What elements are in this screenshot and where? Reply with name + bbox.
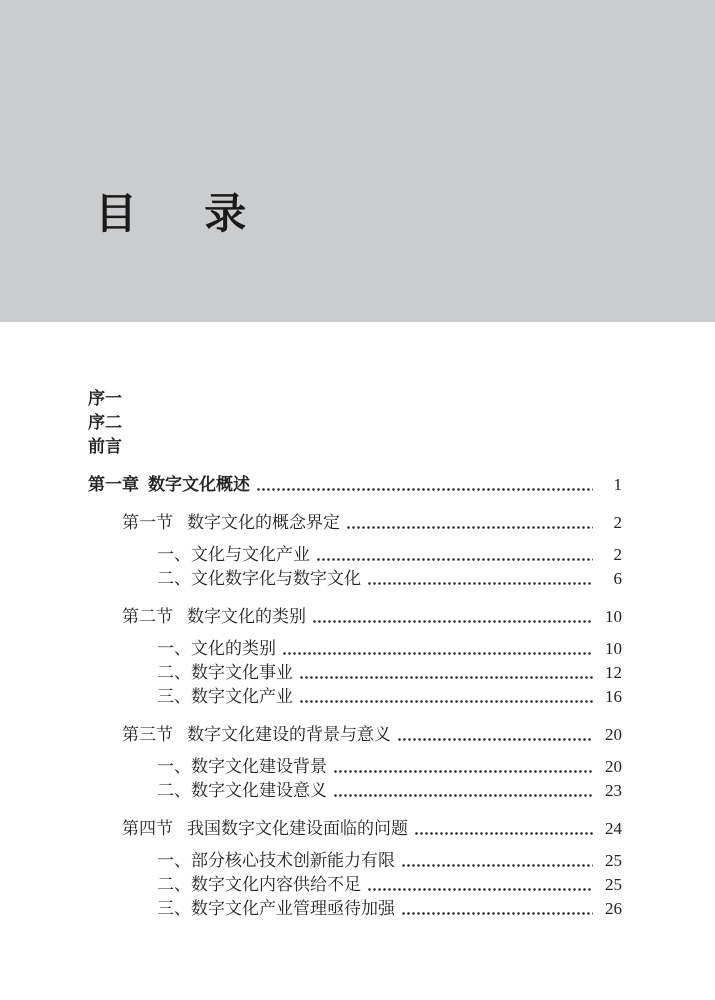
toc-entry [88, 661, 622, 685]
toc-entry-title: 一、文化的类别 [157, 639, 276, 658]
dot-leader [402, 864, 593, 867]
toc-entry-page: 1 [613, 475, 622, 494]
toc-entry-title: 前言 [88, 437, 122, 456]
toc-entry-title: 二、数字文化内容供给不足 [157, 875, 361, 894]
toc-entry-page: 23 [605, 781, 622, 800]
toc-entry-page: 10 [605, 639, 622, 658]
toc-entry-title: 二、文化数字化与数字文化 [157, 569, 361, 588]
toc-entry-page: 10 [605, 607, 622, 626]
toc-entry-page: 2 [613, 545, 622, 564]
toc-entry-page: 6 [613, 569, 622, 588]
toc-entry-label: 第一章 [88, 475, 139, 494]
toc-entry-title: 我国数字文化建设面临的问题 [187, 819, 408, 838]
toc-entry-page: 20 [605, 725, 622, 744]
toc-entry-title: 数字文化的类别 [187, 607, 306, 626]
dot-leader [398, 738, 593, 741]
toc-list [0, 322, 715, 921]
toc-entry-title: 三、数字文化产业管理亟待加强 [157, 899, 395, 918]
toc-entry [88, 435, 622, 459]
toc-entry-title: 二、数字文化事业 [157, 663, 293, 682]
toc-entry-title: 序二 [88, 413, 122, 432]
dot-leader [283, 652, 593, 655]
dot-leader [334, 794, 593, 797]
toc-entry-page: 26 [605, 899, 622, 918]
dot-leader [402, 912, 593, 915]
dot-leader [368, 582, 593, 585]
toc-entry-page: 16 [605, 687, 622, 706]
toc-entry-page: 12 [605, 663, 622, 682]
dot-leader [347, 526, 593, 529]
toc-entry-page: 24 [605, 819, 622, 838]
header-band [0, 0, 715, 322]
toc-entry [88, 511, 622, 535]
toc-entry-page: 25 [605, 875, 622, 894]
toc-entry [88, 473, 622, 497]
dot-leader [313, 620, 593, 623]
toc-entry-page: 25 [605, 851, 622, 870]
toc-entry [88, 817, 622, 841]
toc-entry [88, 685, 622, 709]
toc-entry [88, 637, 622, 661]
toc-entry [88, 779, 622, 803]
toc-entry-label: 第三节 [122, 725, 173, 744]
toc-entry [88, 723, 622, 747]
toc-entry [88, 543, 622, 567]
toc-entry-title: 数字文化建设的背景与意义 [187, 725, 391, 744]
toc-entry-label: 第四节 [122, 819, 173, 838]
toc-entry [88, 411, 622, 435]
toc-entry-title: 一、数字文化建设背景 [157, 757, 327, 776]
dot-leader [300, 676, 593, 679]
toc-entry-title: 一、部分核心技术创新能力有限 [157, 851, 395, 870]
toc-entry-title: 一、文化与文化产业 [157, 545, 310, 564]
dot-leader [317, 558, 593, 561]
toc-entry-title: 数字文化概述 [148, 475, 250, 494]
toc-entry [88, 387, 622, 411]
dot-leader [415, 832, 593, 835]
toc-entry [88, 605, 622, 629]
toc-title: 目 录 [95, 192, 259, 238]
toc-entry-title: 数字文化的概念界定 [187, 513, 340, 532]
toc-entry-page: 2 [613, 513, 622, 532]
toc-entry [88, 755, 622, 779]
dot-leader [300, 700, 593, 703]
dot-leader [334, 770, 593, 773]
toc-entry-page: 20 [605, 757, 622, 776]
toc-entry [88, 873, 622, 897]
toc-entry-title: 序一 [88, 389, 122, 408]
toc-entry-title: 三、数字文化产业 [157, 687, 293, 706]
toc-entry [88, 897, 622, 921]
dot-leader [257, 488, 593, 491]
toc-entry [88, 567, 622, 591]
toc-entry-label: 第二节 [122, 607, 173, 626]
toc-entry [88, 849, 622, 873]
toc-entry-title: 二、数字文化建设意义 [157, 781, 327, 800]
toc-entry-label: 第一节 [122, 513, 173, 532]
dot-leader [368, 888, 593, 891]
